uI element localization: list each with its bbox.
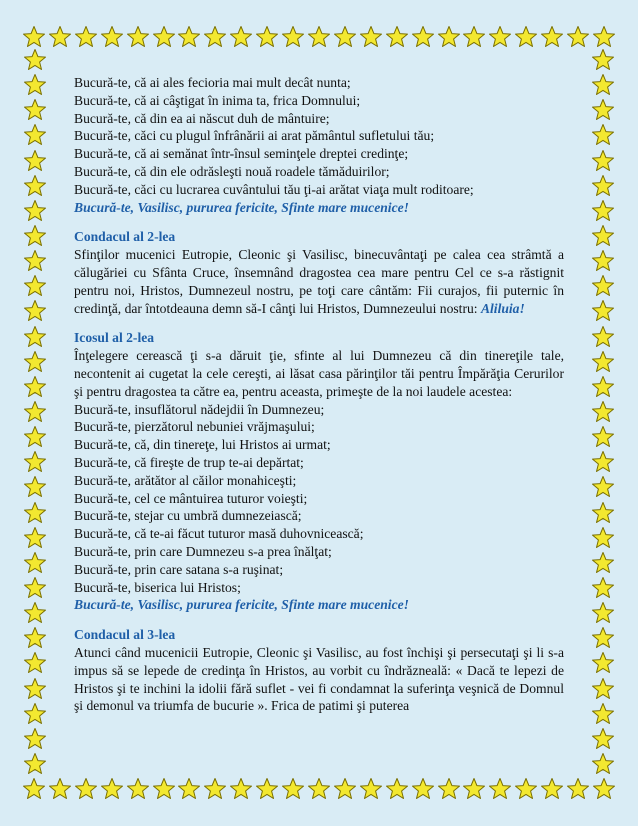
star-icon [411,25,435,49]
star-icon [23,702,47,726]
star-icon [48,25,72,49]
star-icon [566,777,590,801]
star-icon [23,601,47,625]
hymn-line: Bucură-te, căci cu lucrarea cuvântului tău ţi-ai arătat viaţa mult roditoare; [74,181,474,197]
star-icon [591,450,615,474]
star-icon [23,752,47,776]
star-icon [74,777,98,801]
star-icon [23,375,47,399]
star-icon [333,777,357,801]
star-icon [48,777,72,801]
star-icon [74,25,98,49]
star-icon [126,777,150,801]
star-icon [591,48,615,72]
star-icon [23,400,47,424]
hymn-line: Bucură-te, cel ce mântuirea tuturor voieşti; [74,490,308,506]
condac3-heading: Condacul al 3-lea [74,627,176,643]
right-star-border [590,48,616,776]
star-icon [23,475,47,499]
icos2-lines [74,401,564,597]
star-icon [23,350,47,374]
star-icon [514,777,538,801]
hymn-line: Bucură-te, insuflătorul nădejdii în Dumnezeu; [74,401,325,417]
star-icon [23,651,47,675]
star-icon [591,677,615,701]
star-icon [540,25,564,49]
star-icon [23,501,47,525]
star-icon [255,777,279,801]
star-icon [229,25,253,49]
star-icon [591,551,615,575]
star-icon [23,299,47,323]
star-icon [591,249,615,273]
star-icon [488,777,512,801]
star-icon [591,601,615,625]
star-icon [100,25,124,49]
star-icon [591,526,615,550]
star-icon [591,325,615,349]
hymn-line: Bucură-te, că, din tinereţe, lui Hristos ai urmat; [74,437,331,453]
star-icon [514,25,538,49]
star-icon [307,777,331,801]
hymn-line: Bucură-te, că din ea ai născut duh de mântuire; [74,110,330,126]
star-icon [591,299,615,323]
star-icon [591,350,615,374]
star-icon [592,25,616,49]
star-icon [540,777,564,801]
star-icon [462,777,486,801]
star-icon [177,777,201,801]
hymn-line: Bucură-te, că ai ales fecioria mai mult decât nunta; [74,75,351,90]
star-icon [591,400,615,424]
star-icon [437,777,461,801]
star-icon [591,727,615,751]
star-icon [177,25,201,49]
hymn-line: Bucură-te, prin care Dumnezeu s-a prea înălţat; [74,543,332,559]
hymn-line: Bucură-te, că te-ai făcut tuturor masă duhovnicească; [74,526,364,542]
star-icon [152,25,176,49]
star-icon [591,752,615,776]
star-icon [23,123,47,147]
hymn-line: Bucură-te, arătător al căilor monahiceşti; [74,472,297,488]
star-icon [203,25,227,49]
star-icon [100,777,124,801]
star-icon [333,25,357,49]
star-icon [22,25,46,49]
refrain-2: Bucură-te, Vasilisc, pururea fericite, Sfinte mare mucenice! [74,597,409,613]
star-icon [281,777,305,801]
hymn-line: Bucură-te, că ai semănat într-însul seminţele dreptei credinţe; [74,146,409,162]
star-icon [591,702,615,726]
condac3-text: Atunci când mucenicii Eutropie, Cleonic şi Vasilisc, au fost închişi şi persecutaţi şi li s-a impus să se lepede de credinţa în Hristos, au vorbit cu îndrăzneală: « Dacă te lepezi de Hristos şi te inchini la idolii fără suflet - vei fi condamnat la suferinţa veşnică de Domnul şi demonul va triumfa de bucurie ». Frica de patimi şi puterea [74,644,564,714]
hymn-line: Bucură-te, că ai câştigat în inima ta, frica Domnului; [74,92,361,108]
star-icon [591,475,615,499]
hymn-line: Bucură-te, că fireşte de trup te-ai depărtat; [74,454,304,470]
star-icon [23,325,47,349]
star-icon [22,777,46,801]
refrain-1: Bucură-te, Vasilisc, pururea fericite, Sfinte mare mucenice! [74,199,409,215]
left-star-border [22,48,48,776]
hymn-line: Bucură-te, că din ele odrăsleşti nouă roadele tămăduirilor; [74,163,390,179]
star-icon [255,25,279,49]
star-icon [23,551,47,575]
star-icon [591,199,615,223]
star-icon [23,677,47,701]
section1-lines [74,74,564,199]
star-icon [566,25,590,49]
bottom-star-border [22,776,616,802]
star-icon [23,526,47,550]
star-icon [591,224,615,248]
star-icon [23,576,47,600]
hymn-line: Bucură-te, căci cu plugul înfrânării ai arat pământul sufletului tău; [74,128,435,144]
star-icon [23,727,47,751]
star-icon [591,626,615,650]
star-icon [411,777,435,801]
document-body [74,74,564,715]
star-icon [359,25,383,49]
condac2-text [74,246,564,317]
top-star-border [22,24,616,50]
star-icon [591,501,615,525]
hymn-line: Bucură-te, prin care satana s-a ruşinat; [74,561,284,577]
star-icon [229,777,253,801]
star-icon [23,425,47,449]
star-icon [591,576,615,600]
condac2-body: Sfinţilor mucenici Eutropie, Cleonic şi Vasilisc, binecuvântaţi pe calea cea strâmtă a călugăriei cu Sfânta Cruce, însemnând dragostea cea mare pentru Cel ce s-a răstignit pentru noi, Hristos, Dumnezeul nostru, pe toţi care cântăm: Fii curajos, fii puternic în credinţă, dar întotdeauna demn să-I cânţi lui Hristos, Dumnezeului nostru: [74,247,564,316]
hymn-line: Bucură-te, stejar cu umbră dumnezeiască; [74,508,302,524]
star-icon [385,25,409,49]
alleluia: Aliluia! [480,300,525,316]
icos2-heading: Icosul al 2-lea [74,330,155,346]
star-icon [23,450,47,474]
star-icon [591,73,615,97]
star-icon [385,777,409,801]
star-icon [488,25,512,49]
star-icon [23,149,47,173]
star-icon [437,25,461,49]
star-icon [592,777,616,801]
hymn-line: Bucură-te, biserica lui Hristos; [74,579,241,595]
star-icon [591,123,615,147]
star-icon [591,174,615,198]
star-icon [23,626,47,650]
condac2-heading: Condacul al 2-lea [74,229,176,245]
star-icon [591,425,615,449]
star-icon [23,73,47,97]
star-icon [23,249,47,273]
hymn-line: Bucură-te, pierzătorul nebuniei vrăjmaşului; [74,419,315,435]
star-icon [591,98,615,122]
icos2-intro: Înţelegere cerească ţi s-a dăruit ţie, sfinte al lui Dumnezeu că din tinereţile tale, necontenit ai cugetat la cele cereşti, ai lăsat casa părinţilor tăi pentru Împărăţia Cerurilor şi pentru dragostea ta către ea, pentru aceasta, primeşte de la noi laudele acestea: [74,348,564,399]
star-icon [462,25,486,49]
star-icon [591,651,615,675]
star-icon [23,224,47,248]
star-icon [591,274,615,298]
star-icon [23,199,47,223]
star-icon [359,777,383,801]
star-icon [203,777,227,801]
star-icon [591,149,615,173]
star-icon [591,375,615,399]
star-icon [307,25,331,49]
star-icon [152,777,176,801]
star-icon [126,25,150,49]
star-icon [23,274,47,298]
star-icon [281,25,305,49]
star-icon [23,174,47,198]
star-icon [23,48,47,72]
star-icon [23,98,47,122]
